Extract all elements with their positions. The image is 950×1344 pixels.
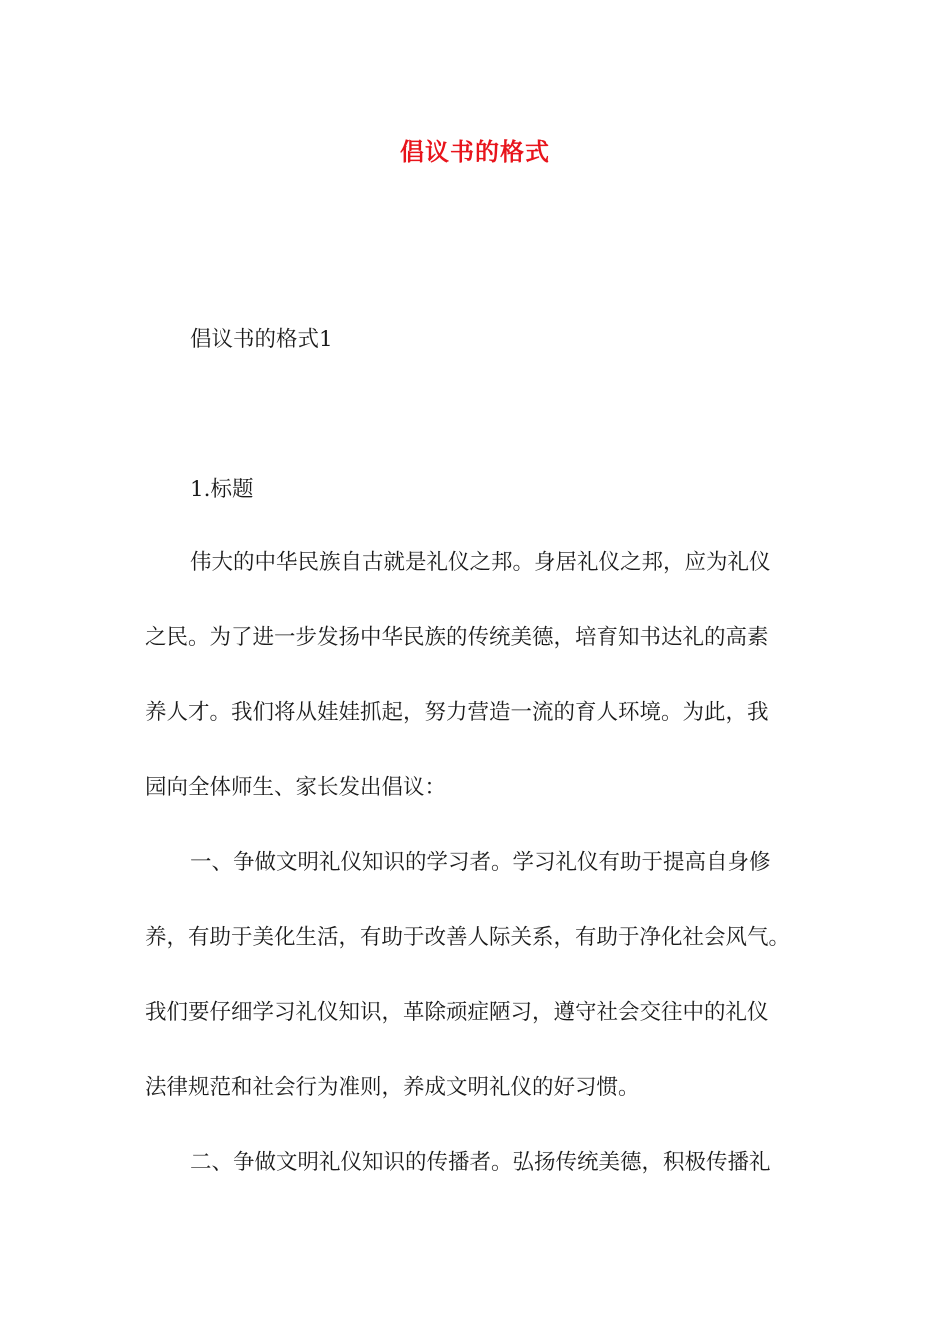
document-title: 倡议书的格式 — [400, 137, 550, 166]
paragraph-line: 二、争做文明礼仪知识的传播者。弘扬传统美德，积极传播礼 — [190, 1150, 771, 1175]
paragraph-line: 伟大的中华民族自古就是礼仪之邦。身居礼仪之邦，应为礼仪 — [190, 550, 771, 575]
paragraph-line: 之民。为了进一步发扬中华民族的传统美德，培育知书达礼的高素 — [145, 625, 769, 650]
paragraph-line: 养，有助于美化生活，有助于改善人际关系，有助于净化社会风气。 — [145, 925, 791, 950]
paragraph-line: 园向全体师生、家长发出倡议： — [145, 775, 447, 800]
paragraph-line: 养人才。我们将从娃娃抓起，努力营造一流的育人环境。为此，我 — [145, 700, 769, 725]
paragraph-line: 法律规范和社会行为准则，养成文明礼仪的好习惯。 — [145, 1075, 640, 1100]
section-heading: 1.标题 — [190, 477, 254, 502]
document-subtitle: 倡议书的格式1 — [190, 327, 333, 352]
paragraph-line: 一、争做文明礼仪知识的学习者。学习礼仪有助于提高自身修 — [190, 850, 771, 875]
paragraph-line: 我们要仔细学习礼仪知识，革除顽症陋习，遵守社会交往中的礼仪 — [145, 1000, 769, 1025]
